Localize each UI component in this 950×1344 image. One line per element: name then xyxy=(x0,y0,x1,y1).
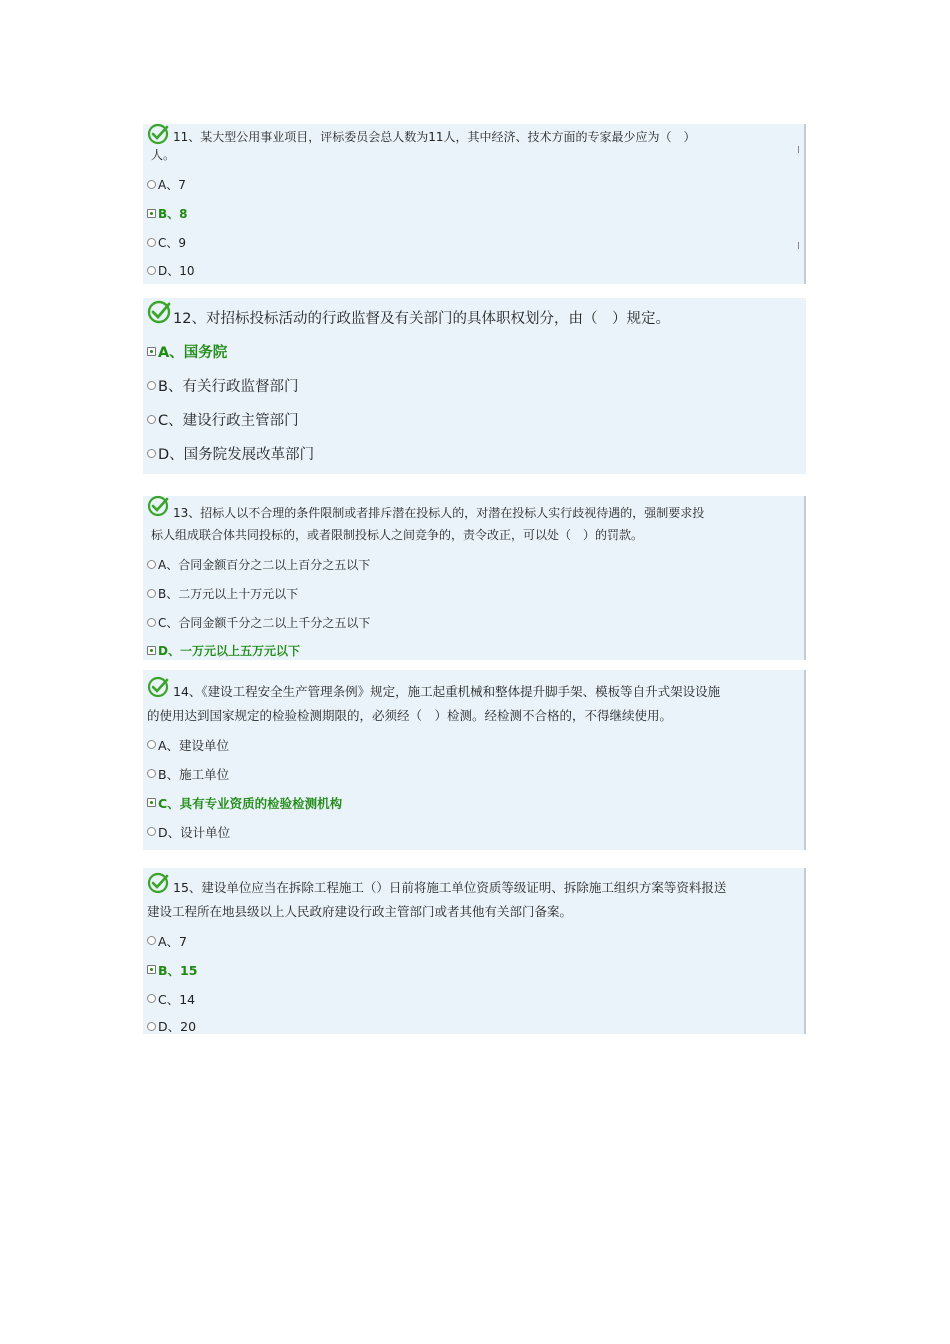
question-card-14 xyxy=(143,670,806,850)
question-text: 12、对招标投标活动的行政监督及有关部门的具体职权划分，由（ ）规定。 xyxy=(147,298,800,330)
option-a[interactable]: A、合同金额百分之二以上百分之五以下 xyxy=(147,550,798,579)
option-c[interactable]: C、具有专业资质的检验检测机构 xyxy=(147,788,798,817)
check-icon xyxy=(147,300,173,331)
question-text: 11、某大型公用事业项目，评标委员会总人数为11人，其中经济、技术方面的专家最少应为（ ） xyxy=(147,124,798,146)
radio-button[interactable] xyxy=(147,180,156,189)
option-b[interactable]: B、二万元以上十万元以下 xyxy=(147,579,798,608)
option-d[interactable]: D、10 xyxy=(147,257,798,283)
question-text: 15、建设单位应当在拆除工程施工（）日前将施工单位资质等级证明、拆除施工组织方案等资料报送 xyxy=(147,868,798,900)
radio-button[interactable] xyxy=(147,740,156,749)
question-text-cont: 建设工程所在地县级以上人民政府建设行政主管部门或者其他有关部门备案。 xyxy=(147,904,573,919)
option-d[interactable]: D、设计单位 xyxy=(147,817,798,846)
radio-button[interactable] xyxy=(147,618,156,627)
scrollbar-tick xyxy=(798,242,802,249)
radio-button-selected[interactable] xyxy=(147,798,156,807)
radio-button[interactable] xyxy=(147,381,156,390)
option-a[interactable]: A、7 xyxy=(147,926,798,955)
option-d[interactable]: D、20 xyxy=(147,1013,798,1039)
option-a[interactable]: A、建设单位 xyxy=(147,730,798,759)
question-card-13 xyxy=(143,496,806,660)
option-b[interactable]: B、有关行政监督部门 xyxy=(147,368,800,402)
option-c[interactable]: C、14 xyxy=(147,984,798,1013)
question-text-cont: 人。 xyxy=(151,148,176,162)
radio-button-selected[interactable] xyxy=(147,646,156,655)
question-card-11 xyxy=(143,124,806,284)
radio-button-selected[interactable] xyxy=(147,347,156,356)
question-text-cont: 的使用达到国家规定的检验检测期限的，必须经（ ）检测。经检测不合格的，不得继续使用。 xyxy=(147,708,673,723)
radio-button[interactable] xyxy=(147,266,156,275)
scrollbar-tick xyxy=(798,146,802,153)
radio-button[interactable] xyxy=(147,589,156,598)
radio-button[interactable] xyxy=(147,415,156,424)
question-text: 13、招标人以不合理的条件限制或者排斥潜在投标人的，对潜在投标人实行歧视待遇的，强制要求投 xyxy=(147,496,798,524)
question-card-15 xyxy=(143,868,806,1034)
radio-button[interactable] xyxy=(147,994,156,1003)
radio-button[interactable] xyxy=(147,449,156,458)
option-c[interactable]: C、建设行政主管部门 xyxy=(147,402,800,436)
option-b[interactable]: B、15 xyxy=(147,955,798,984)
check-icon xyxy=(147,676,171,706)
radio-button[interactable] xyxy=(147,936,156,945)
radio-button-selected[interactable] xyxy=(147,965,156,974)
radio-button[interactable] xyxy=(147,1022,156,1031)
check-icon xyxy=(147,872,171,902)
radio-button[interactable] xyxy=(147,769,156,778)
option-c[interactable]: C、合同金额千分之二以上千分之五以下 xyxy=(147,608,798,637)
check-icon xyxy=(147,123,171,150)
option-b[interactable]: B、8 xyxy=(147,199,798,228)
option-a[interactable]: A、7 xyxy=(147,170,798,199)
question-text-cont: 标人组成联合体共同投标的，或者限制投标人之间竞争的，责令改正，可以处（ ）的罚款。 xyxy=(151,528,644,542)
radio-button[interactable] xyxy=(147,827,156,836)
option-d[interactable]: D、国务院发展改革部门 xyxy=(147,436,800,470)
radio-button-selected[interactable] xyxy=(147,209,156,218)
option-a[interactable]: A、国务院 xyxy=(147,334,800,368)
option-b[interactable]: B、施工单位 xyxy=(147,759,798,788)
radio-button[interactable] xyxy=(147,560,156,569)
question-text: 14、《建设工程安全生产管理条例》规定，施工起重机械和整体提升脚手架、模板等自升式架设设施 xyxy=(147,670,798,704)
option-c[interactable]: C、9 xyxy=(147,228,798,257)
radio-button[interactable] xyxy=(147,238,156,247)
question-card-12 xyxy=(143,298,806,474)
option-d[interactable]: D、一万元以上五万元以下 xyxy=(147,637,798,663)
check-icon xyxy=(147,495,171,524)
